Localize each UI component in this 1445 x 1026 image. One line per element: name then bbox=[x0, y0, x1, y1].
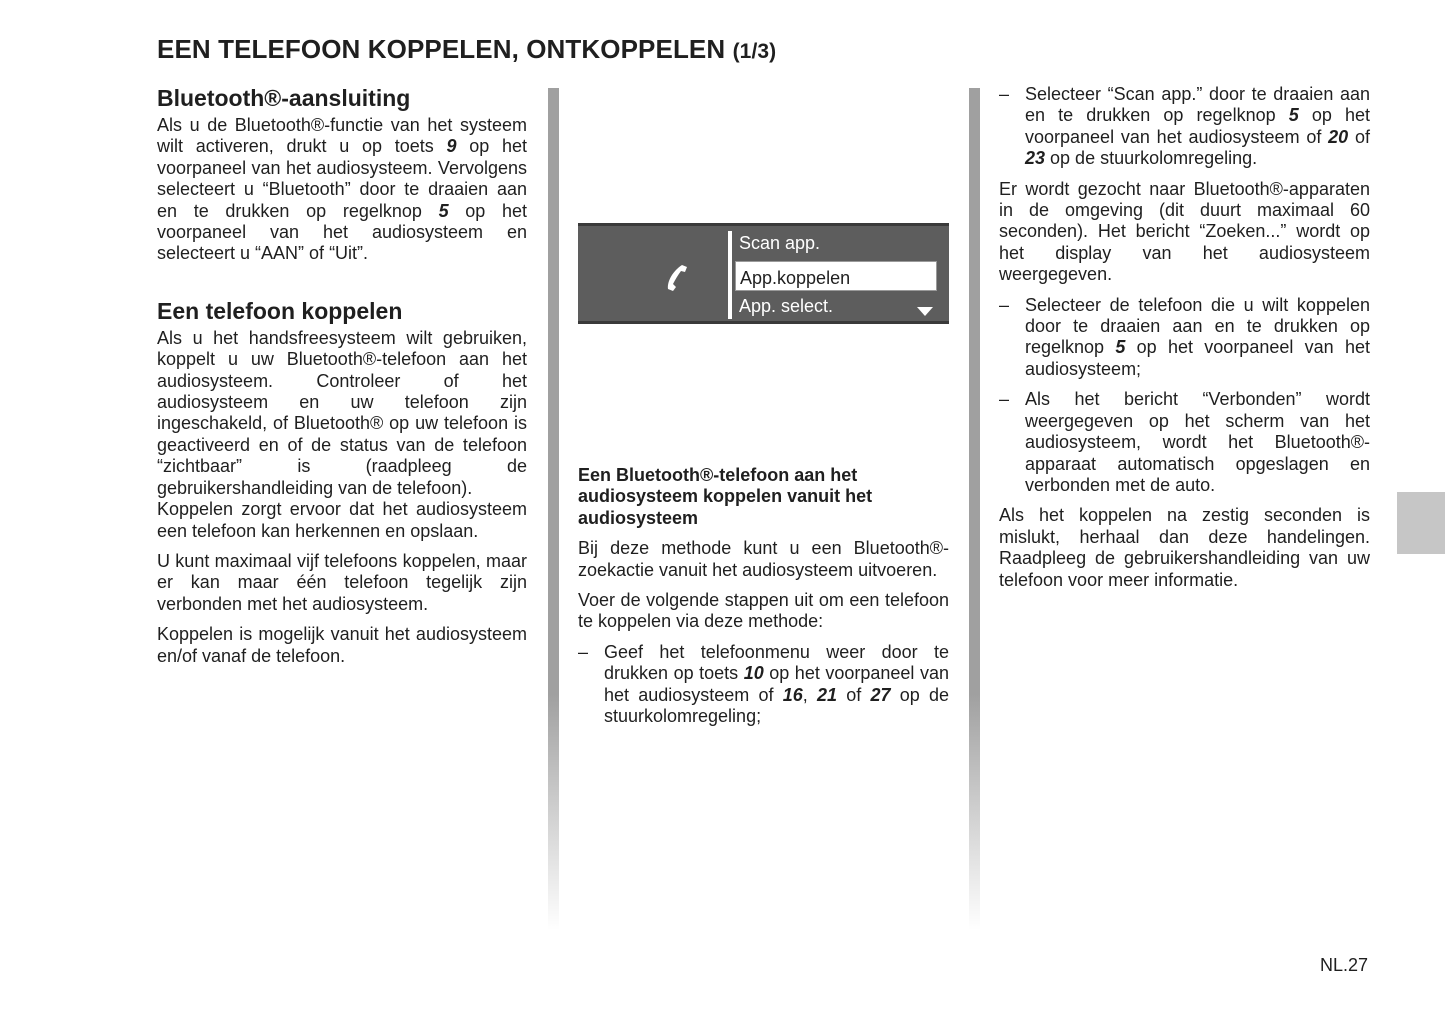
key-ref: 20 bbox=[1328, 126, 1349, 147]
key-ref: 9 bbox=[446, 136, 457, 157]
page-title-main: EEN TELEFOON KOPPELEN, ONTKOPPELEN bbox=[157, 34, 726, 64]
key-ref: 16 bbox=[782, 684, 803, 705]
phone-handset-icon bbox=[660, 262, 692, 294]
column-divider-1 bbox=[548, 88, 559, 930]
paragraph-bluetooth: Als u de Bluetooth®-functie van het systeem wilt activeren, drukt u op toets 9 op het voorpaneel van het audiosysteem. Vervolgens selecteert u “Bluetooth” door te draaien aan en te drukken op regelknop 5 op het voorpaneel van het audiosysteem en selecteert u “AAN” of “Uit”. bbox=[157, 115, 528, 264]
key-ref: 27 bbox=[870, 684, 891, 705]
page-title-part: (1/3) bbox=[732, 40, 777, 63]
key-ref: 23 bbox=[1025, 148, 1046, 169]
menu-item-app-koppelen: App.koppelen bbox=[735, 261, 937, 291]
heading-bluetooth: Bluetooth®-aansluiting bbox=[157, 85, 411, 111]
list-item-step-2: – Selecteer “Scan app.” door te draaien aan en te drukken op regelknop 5 op het voorpaneel van het audiosysteem of 20 of 23 op de stuurkolomregeling. bbox=[999, 84, 1371, 169]
column-middle bbox=[578, 465, 949, 736]
column-right bbox=[999, 84, 1370, 600]
section-tab bbox=[1397, 492, 1445, 554]
paragraph-failure: Als het koppelen na zestig seconden is mislukt, herhaal dan deze handelingen. Raadpleeg de gebruikershandleiding van uw telefoon voor meer informatie. bbox=[999, 505, 1370, 590]
display-divider bbox=[728, 231, 732, 319]
scroll-down-arrow-icon bbox=[917, 307, 933, 316]
key-ref: 5 bbox=[1115, 337, 1126, 358]
key-ref: 21 bbox=[817, 684, 838, 705]
list-item-step-4: – Als het bericht “Verbonden” wordt weergegeven op het scherm van het audiosysteem, wordt het Bluetooth®-apparaat automatisch opgeslagen en verbonden met de auto. bbox=[999, 389, 1370, 495]
paragraph-method: Bij deze methode kunt u een Bluetooth®-zoekactie vanuit het audiosysteem uitvoeren. bbox=[578, 538, 949, 580]
key-ref: 5 bbox=[1288, 105, 1299, 126]
menu-item-scan-app: Scan app. bbox=[739, 233, 821, 253]
column-divider-2 bbox=[969, 88, 980, 930]
heading-koppelen: Een telefoon koppelen bbox=[157, 297, 403, 324]
key-ref: 5 bbox=[438, 200, 449, 221]
audio-display-illustration bbox=[578, 223, 949, 324]
paragraph-koppelen-1: Als u het handsfreesysteem wilt gebruiken, koppelt u uw Bluetooth®-telefoon aan het audiosysteem. Controleer of het audiosysteem en uw telefoon zijn ingeschakeld, of Bluetooth® op uw telefoon is geactiveerd en of de status van de telefoon “zichtbaar” is (raadpleeg de gebruikershandleiding van de telefoon). bbox=[157, 327, 527, 498]
paragraph-steps-intro: Voer de volgende stappen uit om een telefoon te koppelen via deze methode: bbox=[578, 590, 949, 632]
paragraph-search: Er wordt gezocht naar Bluetooth®-apparaten in de omgeving (dit duurt maximaal 60 seconden). Het bericht “Zoeken...” wordt op het display van het audiosysteem weergegeven. bbox=[999, 178, 1370, 285]
paragraph-koppelen-2: Koppelen zorgt ervoor dat het audiosysteem een telefoon kan herkennen en opslaan. bbox=[157, 499, 527, 541]
list-item-step-3: – Selecteer de telefoon die u wilt koppelen door te draaien aan en te drukken op regelknop 5 op het voorpaneel van het audiosysteem; bbox=[999, 294, 1370, 379]
paragraph-koppelen-3: U kunt maximaal vijf telefoons koppelen, maar er kan maar één telefoon tegelijk zijn verbonden met het audiosysteem. bbox=[157, 550, 527, 614]
paragraph-koppelen-4: Koppelen is mogelijk vanuit het audiosysteem en/of vanaf de telefoon. bbox=[157, 624, 527, 666]
key-ref: 10 bbox=[743, 663, 764, 684]
subheading-audio-pairing: Een Bluetooth®-telefoon aan het audiosysteem koppelen vanuit het audiosysteem bbox=[578, 465, 873, 528]
list-item-step-1: – Geef het telefoonmenu weer door te drukken op toets 10 op het voorpaneel van het audiosysteem of 16, 21 of 27 op de stuurkolomregeling; bbox=[578, 641, 949, 727]
page-title bbox=[157, 34, 776, 65]
column-left bbox=[157, 84, 527, 676]
menu-item-app-select: App. select. bbox=[739, 296, 834, 316]
page-number: NL.27 bbox=[1320, 955, 1369, 975]
